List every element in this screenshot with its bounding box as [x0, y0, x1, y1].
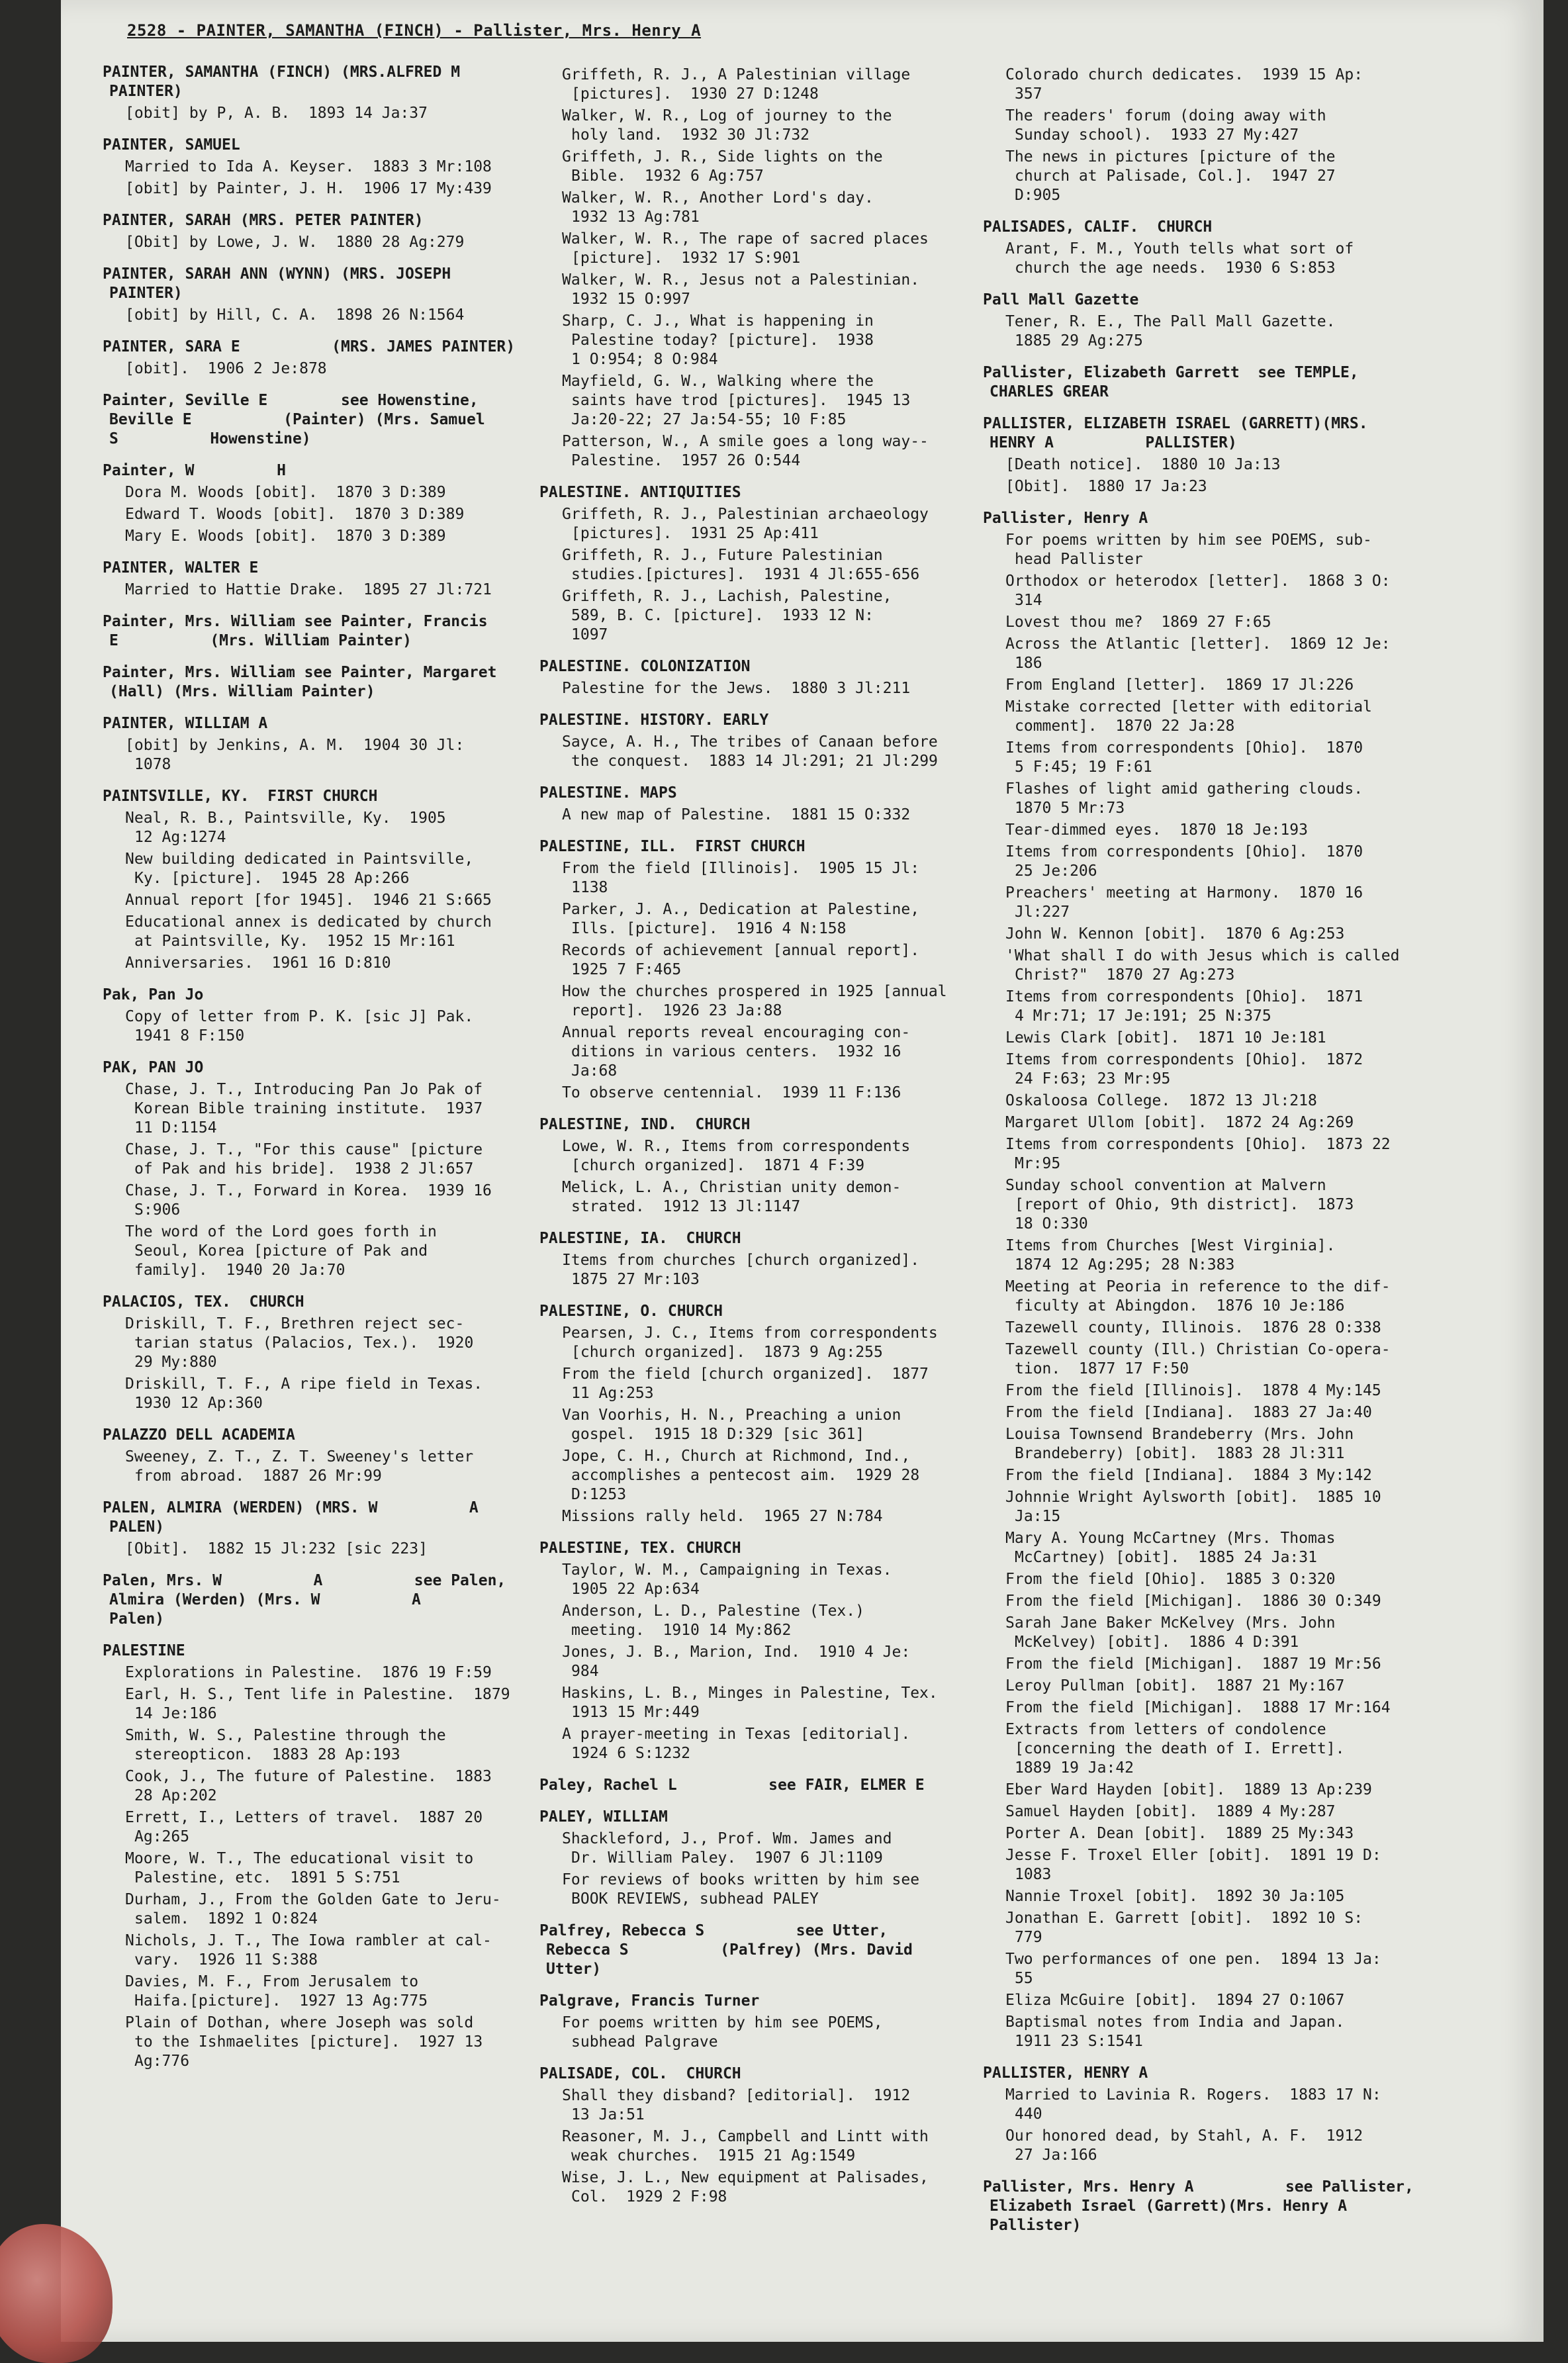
index-entry — [983, 414, 1466, 496]
entry-reference: Errett, I., Letters of travel. 1887 20 Ag:265 — [125, 1809, 483, 1845]
entry-reference: Pearsen, J. C., Items from correspondents [church organized]. 1873 9 Ag:255 — [562, 1324, 938, 1361]
entry-reference: From the field [Michigan]. 1888 17 Mr:164 — [1005, 1699, 1391, 1716]
entry-heading: Pallister, Mrs. Henry A see Pallister, Elizabeth Israel (Garrett)(Mrs. Henry A Pallister) — [983, 2178, 1414, 2234]
index-entry — [103, 136, 566, 199]
entry-reference: [obit]. 1906 2 Je:878 — [125, 360, 327, 377]
entry-reference: Chase, J. T., "For this cause" [picture of Pak and his bride]. 1938 2 Jl:657 — [125, 1141, 483, 1178]
entry-reference: New building dedicated in Paintsville, Ky. [picture]. 1945 28 Ap:266 — [125, 851, 474, 887]
entry-reference: For poems written by him see POEMS, subhead Palgrave — [562, 2014, 883, 2051]
entry-reference: Copy of letter from P. K. [sic J] Pak. 1941 8 F:150 — [125, 1008, 474, 1044]
entry-reference: From the field [Ohio]. 1885 3 O:320 — [1005, 1571, 1336, 1588]
entry-reference: Orthodox or heterodox [letter]. 1868 3 O: 314 — [1005, 573, 1391, 609]
entry-reference: Items from churches [church organized]. 1875 27 Mr:103 — [562, 1252, 920, 1288]
entry-reference: Edward T. Woods [obit]. 1870 3 D:389 — [125, 506, 465, 523]
entry-reference: Missions rally held. 1965 27 N:784 — [562, 1508, 883, 1525]
entry-reference: Lowe, W. R., Items from correspondents [church organized]. 1871 4 F:39 — [562, 1138, 911, 1174]
entry-reference: Records of achievement [annual report]. 1925 7 F:465 — [562, 942, 920, 978]
index-entry — [103, 265, 566, 325]
index-entry — [539, 2064, 1003, 2207]
entry-reference: Leroy Pullman [obit]. 1887 21 My:167 — [1005, 1677, 1345, 1694]
entry-reference: The news in pictures [picture of the church at Palisade, Col.]. 1947 27 D:905 — [1005, 148, 1336, 204]
entry-reference: Lovest thou me? 1869 27 F:65 — [1005, 614, 1271, 631]
entry-reference: Annual report [for 1945]. 1946 21 S:665 — [125, 892, 492, 909]
index-entry — [103, 1642, 566, 2071]
index-entry — [539, 66, 1003, 471]
entry-reference: Patterson, W., A smile goes a long way-- Palestine. 1957 26 O:544 — [562, 433, 929, 469]
entry-heading: Paley, Rachel L see FAIR, ELMER E — [539, 1777, 925, 1794]
entry-reference: From the field [Illinois]. 1878 4 My:145 — [1005, 1382, 1381, 1399]
entry-reference: Griffeth, R. J., Future Palestinian studies.[pictures]. 1931 4 Jl:655-656 — [562, 547, 920, 583]
index-entry — [539, 1776, 1003, 1795]
entry-heading: Pak, Pan Jo — [103, 986, 204, 1003]
entry-reference: Dora M. Woods [obit]. 1870 3 D:389 — [125, 484, 446, 501]
entry-reference: Colorado church dedicates. 1939 15 Ap: 357 — [1005, 66, 1363, 103]
column-1 — [103, 63, 566, 2327]
entry-heading: PALEN, ALMIRA (WERDEN) (MRS. W A PALEN) — [103, 1499, 479, 1536]
entry-reference: Shackleford, J., Prof. Wm. James and Dr. William Paley. 1907 6 Jl:1109 — [562, 1830, 892, 1867]
index-entry — [103, 391, 566, 449]
index-entry — [539, 1808, 1003, 1909]
entry-heading: PAK, PAN JO — [103, 1059, 204, 1076]
entry-reference: From England [letter]. 1869 17 Jl:226 — [1005, 676, 1354, 694]
entry-heading: Painter, W H — [103, 462, 286, 479]
index-entry — [539, 1922, 1003, 1979]
entry-reference: Jonathan E. Garrett [obit]. 1892 10 S: 779 — [1005, 1910, 1363, 1946]
entry-reference: Johnnie Wright Aylsworth [obit]. 1885 10 Ja:15 — [1005, 1489, 1381, 1525]
index-entry — [103, 1499, 566, 1559]
entry-reference: Explorations in Palestine. 1876 19 F:59 — [125, 1664, 492, 1681]
entry-reference: [obit] by P, A. B. 1893 14 Ja:37 — [125, 105, 428, 122]
entry-reference: [Obit]. 1882 15 Jl:232 [sic 223] — [125, 1540, 428, 1557]
entry-reference: Items from correspondents [Ohio]. 1873 22 Mr:95 — [1005, 1136, 1391, 1172]
entry-reference: [Obit] by Lowe, J. W. 1880 28 Ag:279 — [125, 234, 465, 251]
entry-reference: Two performances of one pen. 1894 13 Ja: 55 — [1005, 1951, 1381, 1987]
index-entry — [103, 787, 566, 973]
entry-reference: Palestine for the Jews. 1880 3 Jl:211 — [562, 680, 911, 697]
index-entry — [983, 218, 1466, 278]
index-entry — [103, 1058, 566, 1280]
entry-reference: Tear-dimmed eyes. 1870 18 Je:193 — [1005, 821, 1308, 839]
entry-reference: Anniversaries. 1961 16 D:810 — [125, 954, 391, 972]
entry-reference: Lewis Clark [obit]. 1871 10 Je:181 — [1005, 1029, 1326, 1046]
entry-reference: Nichols, J. T., The Iowa rambler at cal- vary. 1926 11 S:388 — [125, 1932, 492, 1969]
entry-reference: Jope, C. H., Church at Richmond, Ind., accomplishes a pentecost aim. 1929 28 D:1253 — [562, 1448, 920, 1503]
entry-reference: The readers' forum (doing away with Sunday school). 1933 27 My:427 — [1005, 107, 1326, 144]
entry-heading: PALESTINE, ILL. FIRST CHURCH — [539, 838, 806, 855]
entry-heading: PAINTER, SARA E (MRS. JAMES PAINTER) — [103, 338, 516, 355]
index-entry — [103, 1426, 566, 1486]
entry-reference: Arant, F. M., Youth tells what sort of church the age needs. 1930 6 S:853 — [1005, 240, 1354, 277]
entry-reference: Preachers' meeting at Harmony. 1870 16 Jl:227 — [1005, 884, 1363, 921]
entry-heading: PALESTINE. COLONIZATION — [539, 658, 751, 675]
entry-heading: Pallister, Elizabeth Garrett see TEMPLE, CHARLES GREAR — [983, 364, 1359, 400]
index-entry — [983, 66, 1466, 205]
entry-reference: Jones, J. B., Marion, Ind. 1910 4 Je: 984 — [562, 1644, 911, 1680]
entry-heading: PALISADE, COL. CHURCH — [539, 2065, 741, 2082]
entry-reference: Melick, L. A., Christian unity demon- strated. 1912 13 Jl:1147 — [562, 1179, 901, 1215]
entry-reference: Taylor, W. M., Campaigning in Texas. 1905 22 Ap:634 — [562, 1561, 892, 1598]
column-3 — [983, 63, 1466, 2327]
entry-reference: Across the Atlantic [letter]. 1869 12 Je: 186 — [1005, 635, 1391, 672]
entry-reference: Items from correspondents [Ohio]. 1870 5 F:45; 19 F:61 — [1005, 739, 1363, 776]
index-entry — [103, 714, 566, 774]
column-2 — [539, 63, 1003, 2327]
entry-reference: From the field [Indiana]. 1883 27 Ja:40 — [1005, 1404, 1372, 1421]
entry-heading: PALACIOS, TEX. CHURCH — [103, 1293, 304, 1311]
entry-heading: PALESTINE. HISTORY. EARLY — [539, 712, 769, 729]
entry-heading: PALLISTER, HENRY A — [983, 2064, 1148, 2082]
entry-reference: Plain of Dothan, where Joseph was sold to the Ishmaelites [picture]. 1927 13 Ag:776 — [125, 2014, 483, 2070]
index-entry — [539, 1539, 1003, 1763]
entry-reference: Walker, W. R., Another Lord's day. 1932 13 Ag:781 — [562, 189, 874, 226]
entry-reference: Chase, J. T., Introducing Pan Jo Pak of Korean Bible training institute. 1937 11 D:1154 — [125, 1081, 483, 1136]
entry-reference: Louisa Townsend Brandeberry (Mrs. John Brandeberry) [obit]. 1883 28 Jl:311 — [1005, 1426, 1354, 1462]
entry-reference: A new map of Palestine. 1881 15 O:332 — [562, 806, 911, 823]
index-entry — [539, 1229, 1003, 1289]
entry-reference: Van Voorhis, H. N., Preaching a union gospel. 1915 18 D:329 [sic 361] — [562, 1407, 901, 1443]
index-entry — [539, 1302, 1003, 1526]
index-entry — [983, 2064, 1466, 2165]
entry-reference: Parker, J. A., Dedication at Palestine, Ills. [picture]. 1916 4 N:158 — [562, 901, 920, 937]
entry-reference: Mary E. Woods [obit]. 1870 3 D:389 — [125, 528, 446, 545]
entry-reference: Cook, J., The future of Palestine. 1883 28 Ap:202 — [125, 1768, 492, 1804]
entry-reference: Margaret Ullom [obit]. 1872 24 Ag:269 — [1005, 1114, 1354, 1131]
index-entry — [103, 63, 566, 123]
entry-reference: Oskaloosa College. 1872 13 Jl:218 — [1005, 1092, 1317, 1109]
entry-reference: Earl, H. S., Tent life in Palestine. 1879 14 Je:186 — [125, 1686, 510, 1722]
index-entry — [103, 663, 566, 702]
index-entry — [103, 559, 566, 600]
entry-heading: PAINTER, SAMANTHA (FINCH) (MRS.ALFRED M PAINTER) — [103, 64, 461, 100]
entry-reference: Items from Churches [West Virginia]. 1874 12 Ag:295; 28 N:383 — [1005, 1237, 1336, 1274]
entry-reference: Neal, R. B., Paintsville, Ky. 1905 12 Ag:1274 — [125, 810, 446, 846]
entry-reference: Samuel Hayden [obit]. 1889 4 My:287 — [1005, 1803, 1336, 1820]
entry-reference: Married to Hattie Drake. 1895 27 Jl:721 — [125, 581, 492, 598]
entry-heading: Palgrave, Francis Turner — [539, 1992, 760, 2010]
index-entry — [539, 657, 1003, 698]
entry-reference: John W. Kennon [obit]. 1870 6 Ag:253 — [1005, 925, 1345, 943]
entry-reference: Reasoner, M. J., Campbell and Lintt with weak churches. 1915 21 Ag:1549 — [562, 2128, 929, 2164]
entry-reference: From the field [Illinois]. 1905 15 Jl: 1138 — [562, 860, 920, 896]
entry-reference: 'What shall I do with Jesus which is called Christ?" 1870 27 Ag:273 — [1005, 947, 1400, 984]
entry-reference: Married to Lavinia R. Rogers. 1883 17 N: 440 — [1005, 2086, 1381, 2123]
entry-reference: Anderson, L. D., Palestine (Tex.) meeting. 1910 14 My:862 — [562, 1602, 864, 1639]
index-entry — [539, 837, 1003, 1103]
entry-heading: PALESTINE. ANTIQUITIES — [539, 484, 741, 501]
entry-reference: Flashes of light amid gathering clouds. 1870 5 Mr:73 — [1005, 780, 1363, 817]
index-entry — [539, 784, 1003, 825]
entry-reference: Eber Ward Hayden [obit]. 1889 13 Ap:239 — [1005, 1781, 1372, 1798]
entry-reference: Haskins, L. B., Minges in Palestine, Tex. 1913 15 Mr:449 — [562, 1685, 938, 1721]
page-header: 2528 - PAINTER, SAMANTHA (FINCH) - Pallister, Mrs. Henry A — [127, 21, 702, 40]
entry-reference: Driskill, T. F., Brethren reject sec- tarian status (Palacios, Tex.). 1920 29 My:880 — [125, 1315, 474, 1371]
entry-reference: Tazewell county, Illinois. 1876 28 O:338 — [1005, 1319, 1381, 1336]
entry-reference: Walker, W. R., Log of journey to the holy land. 1932 30 Jl:732 — [562, 107, 892, 144]
index-entry — [983, 2178, 1466, 2235]
entry-reference: Married to Ida A. Keyser. 1883 3 Mr:108 — [125, 158, 492, 175]
index-entry — [103, 1571, 566, 1629]
entry-reference: Walker, W. R., The rape of sacred places [picture]. 1932 17 S:901 — [562, 230, 929, 267]
entry-reference: For poems written by him see POEMS, sub- head Pallister — [1005, 532, 1372, 568]
entry-reference: Mistake corrected [letter with editorial comment]. 1870 22 Ja:28 — [1005, 698, 1372, 735]
index-entry — [983, 509, 1466, 2051]
entry-reference: From the field [Michigan]. 1886 30 O:349 — [1005, 1593, 1381, 1610]
entry-reference: Driskill, T. F., A ripe field in Texas. 1930 12 Ap:360 — [125, 1375, 483, 1412]
entry-heading: PAINTER, SARAH (MRS. PETER PAINTER) — [103, 212, 424, 229]
index-entry — [539, 483, 1003, 645]
entry-heading: PALISADES, CALIF. CHURCH — [983, 218, 1213, 236]
entry-reference: Nannie Troxel [obit]. 1892 30 Ja:105 — [1005, 1888, 1345, 1905]
entry-heading: PALAZZO DELL ACADEMIA — [103, 1426, 295, 1444]
entry-reference: Sunday school convention at Malvern [report of Ohio, 9th district]. 1873 18 O:330 — [1005, 1177, 1354, 1232]
entry-reference: Porter A. Dean [obit]. 1889 25 My:343 — [1005, 1825, 1354, 1842]
entry-reference: The word of the Lord goes forth in Seoul, Korea [picture of Pak and family]. 1940 20 Ja:70 — [125, 1223, 437, 1279]
entry-reference: Baptismal notes from India and Japan. 1911 23 S:1541 — [1005, 2014, 1345, 2050]
entry-reference: Items from correspondents [Ohio]. 1870 25 Je:206 — [1005, 843, 1363, 880]
entry-reference: Meeting at Peoria in reference to the dif- ficulty at Abingdon. 1876 10 Je:186 — [1005, 1278, 1391, 1315]
index-entry — [539, 711, 1003, 771]
entry-reference: Tazewell county (Ill.) Christian Co-opera- tion. 1877 17 F:50 — [1005, 1341, 1391, 1377]
entry-reference: Sayce, A. H., The tribes of Canaan before the conquest. 1883 14 Jl:291; 21 Jl:299 — [562, 733, 938, 770]
index-entry — [103, 461, 566, 546]
entry-heading: PAINTER, SARAH ANN (WYNN) (MRS. JOSEPH PAINTER) — [103, 265, 451, 302]
entry-reference: Moore, W. T., The educational visit to Palestine, etc. 1891 5 S:751 — [125, 1850, 474, 1886]
index-entry — [539, 1992, 1003, 2052]
entry-reference: Griffeth, R. J., Lachish, Palestine, 589, B. C. [picture]. 1933 12 N: 1097 — [562, 588, 892, 643]
entry-heading: PAINTER, SAMUEL — [103, 136, 240, 154]
entry-reference: Items from correspondents [Ohio]. 1871 4 Mr:71; 17 Je:191; 25 N:375 — [1005, 988, 1363, 1025]
entry-reference: A prayer-meeting in Texas [editorial]. 1924 6 S:1232 — [562, 1726, 911, 1762]
index-entry — [103, 1293, 566, 1413]
entry-heading: PALESTINE, O. CHURCH — [539, 1303, 723, 1320]
entry-heading: PAINTER, WALTER E — [103, 559, 259, 577]
entry-reference: Griffeth, R. J., A Palestinian village [pictures]. 1930 27 D:1248 — [562, 66, 911, 103]
entry-reference: For reviews of books written by him see BOOK REVIEWS, subhead PALEY — [562, 1871, 920, 1908]
entry-reference: From the field [church organized]. 1877 11 Ag:253 — [562, 1366, 929, 1402]
entry-reference: From the field [Michigan]. 1887 19 Mr:56 — [1005, 1655, 1381, 1673]
entry-reference: Our honored dead, by Stahl, A. F. 1912 27 Ja:166 — [1005, 2127, 1363, 2164]
entry-heading: PALESTINE — [103, 1642, 185, 1659]
entry-reference: Jesse F. Troxel Eller [obit]. 1891 19 D: 1083 — [1005, 1847, 1381, 1883]
entry-reference: Davies, M. F., From Jerusalem to Haifa.[picture]. 1927 13 Ag:775 — [125, 1973, 428, 2010]
index-entry — [103, 986, 566, 1046]
index-entry — [983, 291, 1466, 351]
index-entry — [103, 211, 566, 252]
entry-heading: Palfrey, Rebecca S see Utter, Rebecca S (Palfrey) (Mrs. David Utter) — [539, 1922, 913, 1978]
entry-heading: PALLISTER, ELIZABETH ISRAEL (GARRETT)(MRS. HENRY A PALLISTER) — [983, 415, 1368, 451]
entry-reference: [Death notice]. 1880 10 Ja:13 — [1005, 456, 1281, 473]
entry-reference: Sarah Jane Baker McKelvey (Mrs. John McKelvey) [obit]. 1886 4 D:391 — [1005, 1614, 1336, 1651]
entry-reference: Sharp, C. J., What is happening in Palestine today? [picture]. 1938 1 O:954; 8 O:984 — [562, 312, 874, 368]
entry-reference: Griffeth, J. R., Side lights on the Bible. 1932 6 Ag:757 — [562, 148, 883, 185]
entry-reference: [obit] by Jenkins, A. M. 1904 30 Jl: 1078 — [125, 737, 465, 773]
entry-heading: PALESTINE, IA. CHURCH — [539, 1230, 741, 1247]
entry-reference: Griffeth, R. J., Palestinian archaeology [pictures]. 1931 25 Ap:411 — [562, 506, 929, 542]
entry-reference: [obit] by Painter, J. H. 1906 17 My:439 — [125, 180, 492, 197]
entry-heading: Painter, Seville E see Howenstine, Beville E (Painter) (Mrs. Samuel S Howenstine) — [103, 392, 485, 447]
entry-reference: Mayfield, G. W., Walking where the saints have trod [pictures]. 1945 13 Ja:20-22; 27 Ja:54-55; 10 F:85 — [562, 373, 911, 428]
entry-heading: Palen, Mrs. W A see Palen, Almira (Werden) (Mrs. W A Palen) — [103, 1572, 506, 1628]
entry-reference: Items from correspondents [Ohio]. 1872 24 F:63; 23 Mr:95 — [1005, 1051, 1363, 1088]
entry-reference: Walker, W. R., Jesus not a Palestinian. 1932 15 O:997 — [562, 271, 920, 308]
entry-heading: PAINTER, WILLIAM A — [103, 715, 268, 732]
entry-reference: Mary A. Young McCartney (Mrs. Thomas McCartney) [obit]. 1885 24 Ja:31 — [1005, 1530, 1336, 1566]
entry-heading: PALESTINE, TEX. CHURCH — [539, 1540, 741, 1557]
index-entry — [983, 363, 1466, 402]
entry-reference: Educational annex is dedicated by church at Paintsville, Ky. 1952 15 Mr:161 — [125, 913, 492, 950]
index-entry — [539, 1115, 1003, 1217]
entry-reference: Smith, W. S., Palestine through the stereopticon. 1883 28 Ap:193 — [125, 1727, 446, 1763]
entry-reference: Chase, J. T., Forward in Korea. 1939 16 S:906 — [125, 1182, 492, 1219]
entry-heading: Pallister, Henry A — [983, 510, 1148, 527]
entry-heading: PALESTINE, IND. CHURCH — [539, 1116, 751, 1133]
entry-heading: Pall Mall Gazette — [983, 291, 1139, 308]
entry-reference: From the field [Indiana]. 1884 3 My:142 — [1005, 1467, 1372, 1484]
index-entry — [103, 338, 566, 379]
entry-reference: Sweeney, Z. T., Z. T. Sweeney's letter from abroad. 1887 26 Mr:99 — [125, 1448, 474, 1485]
entry-reference: Tener, R. E., The Pall Mall Gazette. 1885 29 Ag:275 — [1005, 313, 1336, 349]
entry-reference: Eliza McGuire [obit]. 1894 27 O:1067 — [1005, 1992, 1345, 2009]
entry-reference: Wise, J. L., New equipment at Palisades, Col. 1929 2 F:98 — [562, 2169, 929, 2205]
entry-reference: Annual reports reveal encouraging con- ditions in various centers. 1932 16 Ja:68 — [562, 1024, 911, 1080]
entry-reference: To observe centennial. 1939 11 F:136 — [562, 1084, 901, 1101]
entry-heading: PALESTINE. MAPS — [539, 784, 677, 802]
index-entry — [103, 612, 566, 651]
entry-reference: How the churches prospered in 1925 [annual report]. 1926 23 Ja:88 — [562, 983, 947, 1019]
entry-heading: PAINTSVILLE, KY. FIRST CHURCH — [103, 788, 378, 805]
entry-heading: PALEY, WILLIAM — [539, 1808, 668, 1826]
entry-reference: Shall they disband? [editorial]. 1912 13 Ja:51 — [562, 2087, 911, 2123]
entry-heading: Painter, Mrs. William see Painter, Francis E (Mrs. William Painter) — [103, 613, 488, 649]
entry-reference: Durham, J., From the Golden Gate to Jeru- salem. 1892 1 O:824 — [125, 1891, 501, 1927]
entry-heading: Painter, Mrs. William see Painter, Margaret (Hall) (Mrs. William Painter) — [103, 664, 497, 700]
entry-reference: [Obit]. 1880 17 Ja:23 — [1005, 478, 1207, 495]
entry-reference: Extracts from letters of condolence [concerning the death of I. Errett]. 1889 19 Ja:42 — [1005, 1721, 1345, 1777]
entry-reference: [obit] by Hill, C. A. 1898 26 N:1564 — [125, 306, 465, 324]
